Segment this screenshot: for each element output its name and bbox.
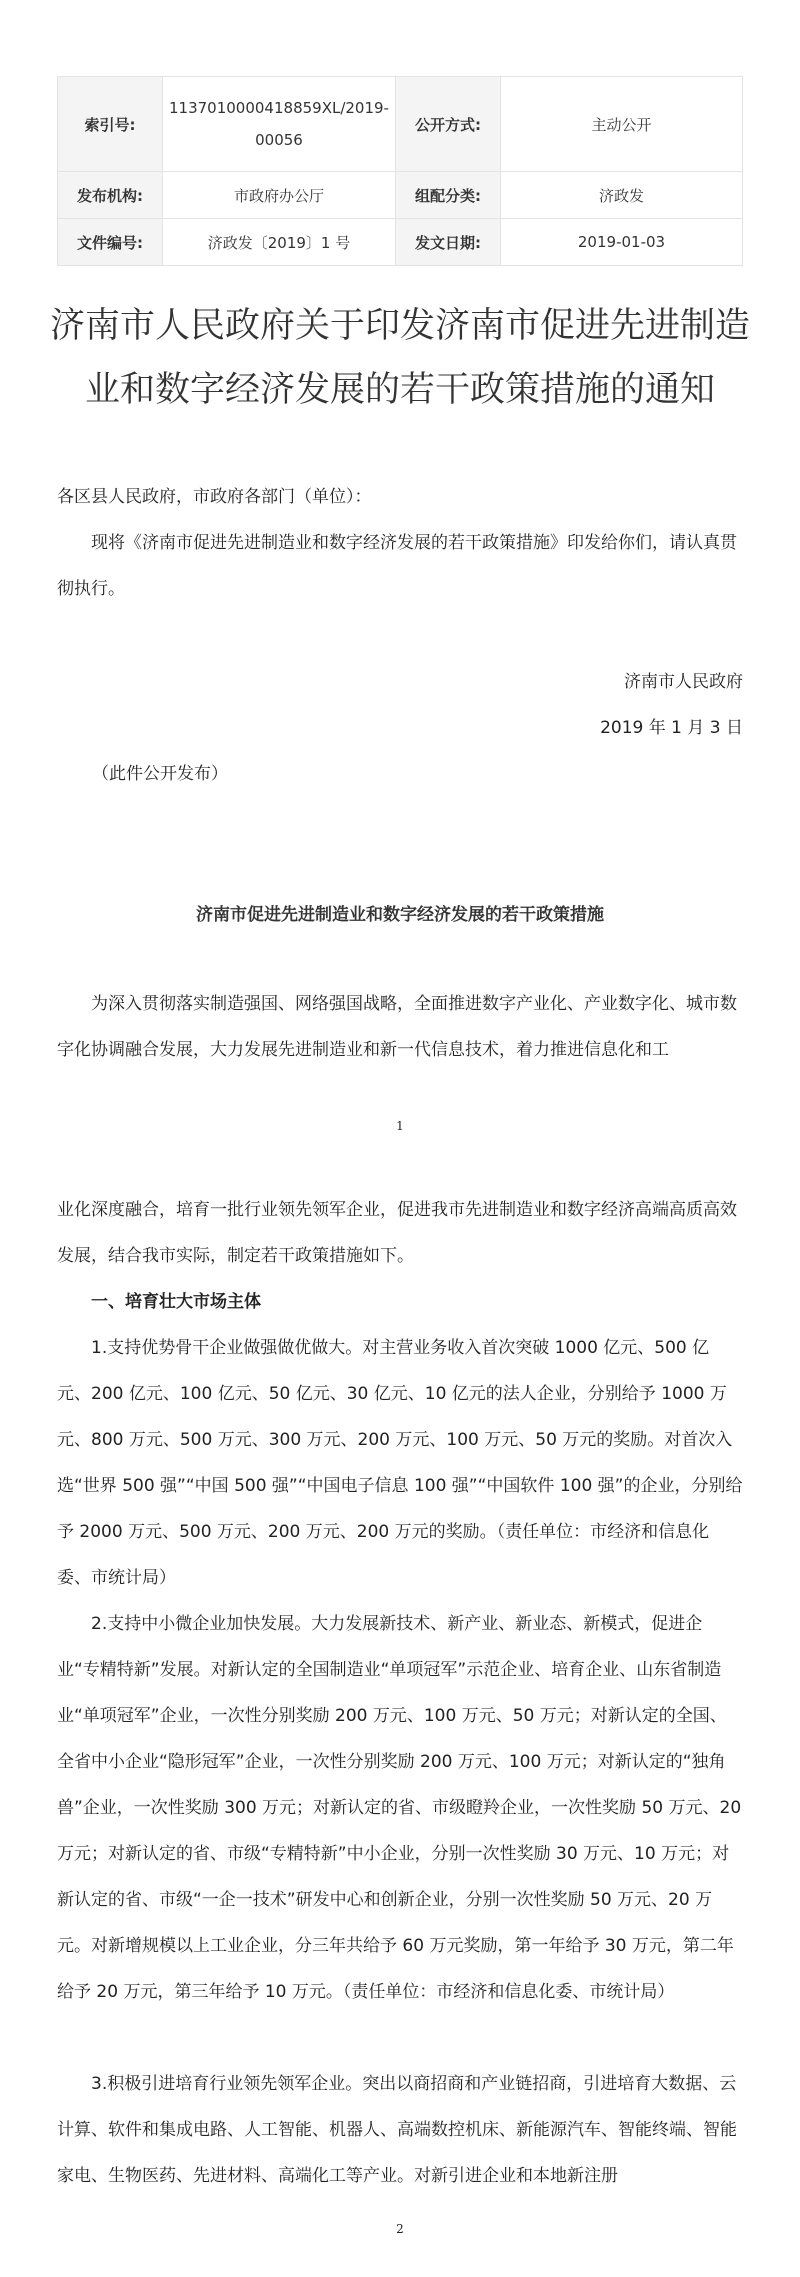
measures-intro: 为深入贯彻落实制造强国、网络强国战略，全面推进数字产业化、产业数字化、城市数字化协调融合发展，大力发展先进制造业和新一代信息技术，着力推进信息化和工: [57, 994, 737, 1060]
sign-date: 2019 年 1 月 3 日: [600, 718, 743, 738]
document-metadata-table: [57, 76, 743, 266]
category-value: 济政发: [500, 172, 742, 219]
signer: 济南市人民政府: [624, 672, 743, 692]
category-label: 组配分类:: [395, 172, 500, 219]
publisher-value: 市政府办公厅: [163, 172, 396, 219]
doc-number-label: 文件编号:: [58, 219, 163, 266]
issue-date-value: 2019-01-03: [500, 219, 742, 266]
issue-date-label: 发文日期:: [395, 219, 500, 266]
measure-item-2: 2.支持中小微企业加快发展。大力发展新技术、新产业、新业态、新模式，促进企业“专精特新”发展。对新认定的全国制造业“单项冠军”示范企业、培育企业、山东省制造业“单项冠军”企业，一次性分别奖励 200 万元、100 万元、50 万元；对新认定的全国、全省中小企业“隐形冠军”企业，一次性分别奖励 200 万元、100 万元；对新认定的“独角兽”企业，一次性奖励 300 万元；对新认定的省、市级瞪羚企业，一次性奖励 50 万元、20 万元；对新认定的省、市级“专精特新”中小企业，分别一次性奖励 30 万元、10 万元；对新认定的省、市级“一企一技术”研发中心和创新企业，分别一次性奖励 50 万元、20 万元。对新增规模以上工业企业，分三年共给予 60 万元奖励，第一年给予 30 万元，第二年给予 20 万元，第三年给予 10 万元。（责任单位：市经济和信息化委、市统计局）: [57, 1614, 742, 2002]
section-heading: 一、培育壮大市场主体: [91, 1292, 261, 1312]
measure-item-3: 3.积极引进培育行业领先领军企业。突出以商招商和产业链招商，引进培育大数据、云计算、软件和集成电路、人工智能、机器人、高端数控机床、新能源汽车、智能终端、智能家电、生物医药、先进材料、高端化工等产业。对新引进企业和本地新注册: [57, 2074, 737, 2186]
measure-item-1: 1.支持优势骨干企业做强做优做大。对主营业务收入首次突破 1000 亿元、500 亿元、200 亿元、100 亿元、50 亿元、30 亿元、10 亿元的法人企业，分别给予 1000 万元、800 万元、500 万元、300 万元、200 万元、100 万元、50 万元的奖励。对首次入选“世界 500 强”“中国 500 强”“中国电子信息 100 强”“中国软件 100 强”的企业，分别给予 2000 万元、500 万元、200 万元、200 万元的奖励。（责任单位：市经济和信息化委、市统计局）: [57, 1338, 743, 1588]
page-number: 1: [396, 1119, 404, 1133]
open-mode-label: 公开方式:: [395, 77, 500, 172]
open-mode-value: 主动公开: [500, 77, 742, 172]
publish-note: （此件公开发布）: [92, 764, 228, 784]
page-number: 2: [396, 2222, 404, 2236]
publisher-label: 发布机构:: [58, 172, 163, 219]
salutation: 各区县人民政府，市政府各部门（单位）：: [57, 487, 372, 507]
document-title: 济南市人民政府关于印发济南市促进先进制造业和数字经济发展的若干政策措施的通知: [50, 306, 751, 410]
notice-body: 现将《济南市促进先进制造业和数字经济发展的若干政策措施》印发给你们，请认真贯彻执行。: [57, 533, 737, 599]
index-value: 1137010000418859XL/2019-00056: [163, 77, 396, 172]
measures-subtitle: 济南市促进先进制造业和数字经济发展的若干政策措施: [196, 905, 604, 925]
doc-number-value: 济政发〔2019〕1 号: [163, 219, 396, 266]
measures-intro-continued: 业化深度融合，培育一批行业领先领军企业，促进我市先进制造业和数字经济高端高质高效发展，结合我市实际，制定若干政策措施如下。: [57, 1200, 737, 1266]
index-label: 索引号:: [58, 77, 163, 172]
